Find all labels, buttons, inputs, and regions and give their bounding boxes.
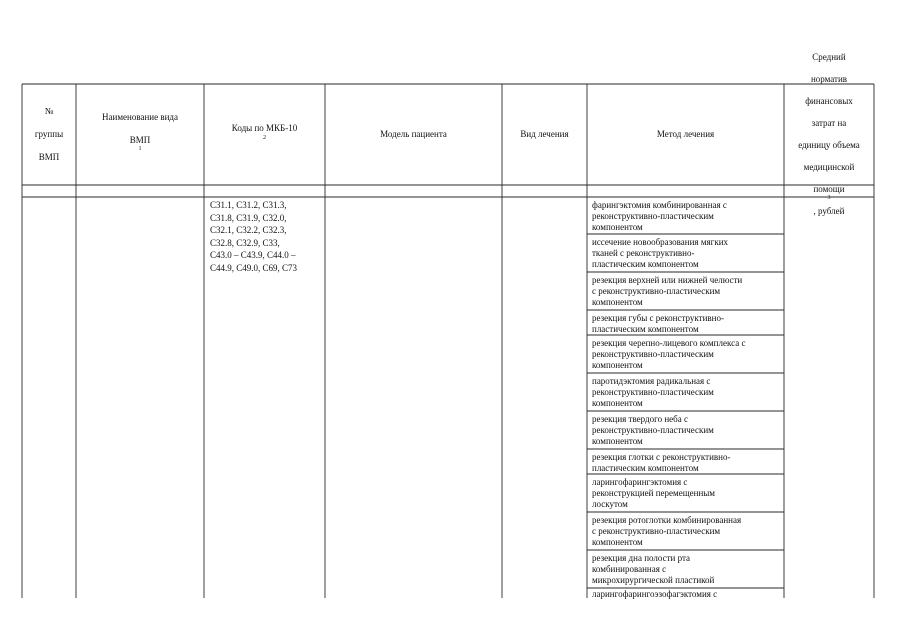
method-item: фарингэктомия комбинированная с реконструктивно-пластическим компонентом (592, 200, 727, 233)
method-item: резекция верхней или нижней челюсти с реконструктивно-пластическим компонентом (592, 275, 743, 308)
method-item: резекция дна полости рта комбинированная с микрохирургической пластикой (592, 553, 715, 586)
header-cost-norm: Средний норматив финансовых затрат на единицу объема медицинской помощи $^3$ , рублей (798, 52, 860, 216)
header-vmp-name: Наименование вида ВМП $^1$ (102, 111, 178, 152)
method-item: ларингофарингэктомия с реконструкцией перемещенным лоскутом (592, 477, 716, 510)
method-item: резекция губы с реконструктивно- пластическим компонентом (592, 313, 724, 335)
method-item: резекция глотки с реконструктивно- пластическим компонентом (592, 452, 731, 474)
mkb-codes-cell: C31.1, C31.2, C31.3, C31.8, C31.9, C32.0, C32.1, C32.2, C32.3, C32.8, C32.9, C33, C43.0 – C43.9, C44.0 – C44.9, C49.0, C69, C73 (210, 200, 298, 273)
header-mkb-codes: Коды по МКБ-10 $^2$ (231, 123, 298, 141)
header-treatment-kind: Вид лечения (520, 128, 569, 139)
method-item: иссечение новообразования мягких тканей с реконструктивно- пластическим компонентом (592, 237, 729, 270)
header-patient-model: Модель пациента (380, 128, 447, 139)
header-treatment-method: Метод лечения (656, 128, 715, 139)
method-item: резекция твердого неба с реконструктивно-пластическим компонентом (592, 414, 714, 447)
method-item: ларингофарингоэзофагэктомия с (592, 589, 718, 599)
method-item: резекция черепно-лицевого комплекса с реконструктивно-пластическим компонентом (592, 338, 746, 371)
header-group-number: № группы ВМП (34, 105, 64, 162)
method-item: резекция ротоглотки комбинированная с реконструктивно-пластическим компонентом (592, 515, 742, 548)
method-item: паротидэктомия радикальная с реконструктивно-пластическим компонентом (592, 376, 714, 409)
